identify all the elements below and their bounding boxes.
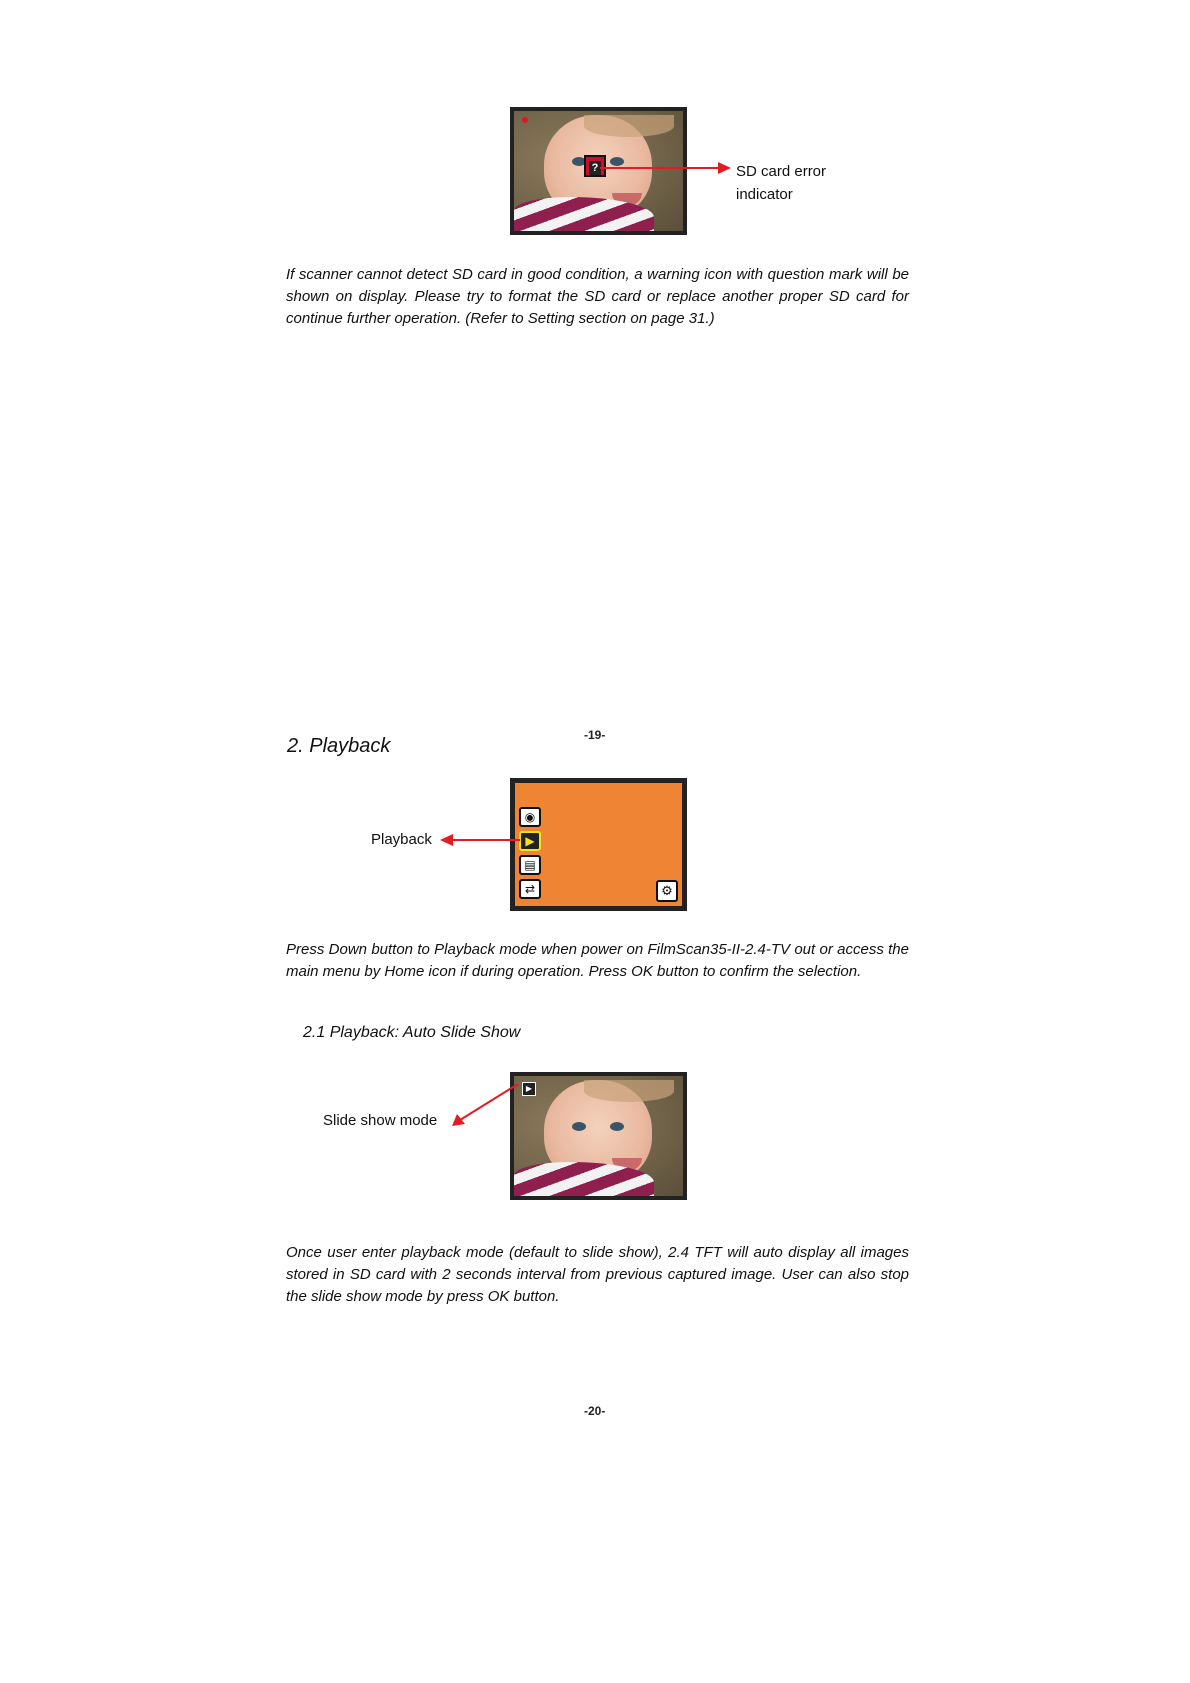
- slide-show-callout: Slide show mode: [323, 1112, 438, 1129]
- play-icon[interactable]: ▶: [519, 831, 541, 851]
- playback-paragraph: Press Down button to Playback mode when power on FilmScan35-II-2.4-TV out or access the main menu by Home icon if during operation. Press OK button to confirm the selection.: [286, 941, 909, 980]
- page-number-19: -19-: [584, 728, 606, 742]
- playback-callout: Playback: [371, 831, 432, 848]
- slide-show-screen: [510, 1072, 687, 1200]
- playback-arrow: [440, 833, 520, 847]
- gear-icon[interactable]: ⚙: [656, 880, 678, 902]
- main-menu-screen: [510, 778, 687, 911]
- baby-photo-slideshow: [514, 1076, 683, 1196]
- sd-error-arrow: [600, 160, 732, 176]
- camera-icon[interactable]: ◉: [519, 807, 541, 827]
- subsection-heading-slide-show: 2.1 Playback: Auto Slide Show: [303, 1024, 521, 1041]
- sd-error-paragraph: If scanner cannot detect SD card in good condition, a warning icon with question mark will be shown on display. Please try to format the SD card or replace another proper SD card for continue further operation. (Refer to Setting section on page 31.): [286, 266, 909, 327]
- slide-show-play-icon: ▶: [522, 1082, 536, 1096]
- status-dot: [522, 117, 528, 123]
- question-mark-warning-icon: ?: [584, 155, 606, 177]
- section-heading-playback: 2. Playback: [287, 735, 391, 757]
- film-edit-icon[interactable]: ▤: [519, 855, 541, 875]
- slide-show-arrow: [448, 1082, 520, 1128]
- sd-error-callout: SD card error indicator: [736, 163, 827, 203]
- slide-show-paragraph: Once user enter playback mode (default to slide show), 2.4 TFT will auto display all images stored in SD card with 2 seconds interval from previous captured image. User can also stop the slide show mode by press OK button.: [286, 1244, 909, 1305]
- page-number-20: -20-: [584, 1404, 606, 1418]
- usb-icon[interactable]: ⇄: [519, 879, 541, 899]
